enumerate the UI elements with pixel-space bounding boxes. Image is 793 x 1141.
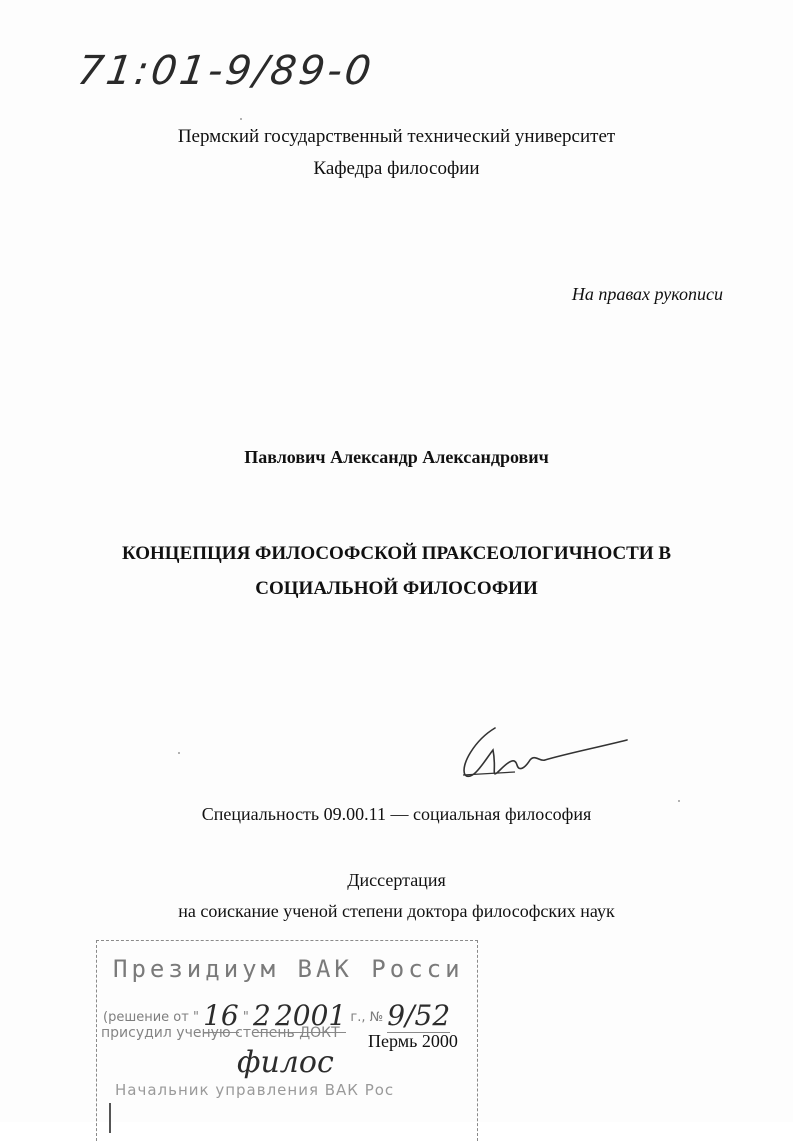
department-name: Кафедра философии [313,158,480,179]
specialty-line: Специальность 09.00.11 — социальная философия [201,804,592,824]
manuscript-rights-note: На правах рукописи [571,284,723,304]
dissertation-title-line-2: СОЦИАЛЬНОЙ ФИЛОСОФИИ [255,578,538,599]
university-name: Пермский государственный технический университет [177,126,616,147]
stamp-month: 2 [252,999,271,1032]
author-name: Павлович Александр Александрович [244,447,549,467]
degree-line: на соискание ученой степени доктора философских наук [178,901,615,921]
dissertation-type: Диссертация [347,870,446,890]
stamp-head-line: Начальник управления ВАК Рос [115,1081,395,1099]
archive-code: 71:01-9/89-0 [74,48,377,94]
stamp-number-label: г., № [350,1010,384,1025]
author-signature [455,720,635,790]
city-year: Пермь 2000 [368,1031,458,1051]
stamp-year: 2001 [274,999,347,1032]
stamp-degree-field: филос [237,1045,334,1080]
scan-speck [678,800,680,802]
stamp-decision-line: (решение от " 16 " 2 2001 г., № 9/52 [103,999,451,1032]
stamp-awarded-line: присудил ученую степень ДОКТ [101,1025,340,1041]
scan-speck [240,118,242,120]
stamp-number: 9/52 [387,999,451,1032]
stamp-signature-mark [109,1103,123,1133]
stamp-title: Президиум ВАК Росси [113,955,464,983]
scan-speck [178,752,180,754]
stamp-day: 16 [203,999,239,1032]
dissertation-title-line-1: КОНЦЕПЦИЯ ФИЛОСОФСКОЙ ПРАКСЕОЛОГИЧНОСТИ В [121,543,672,564]
stamp-decision-prefix: (решение от " [103,1010,199,1025]
